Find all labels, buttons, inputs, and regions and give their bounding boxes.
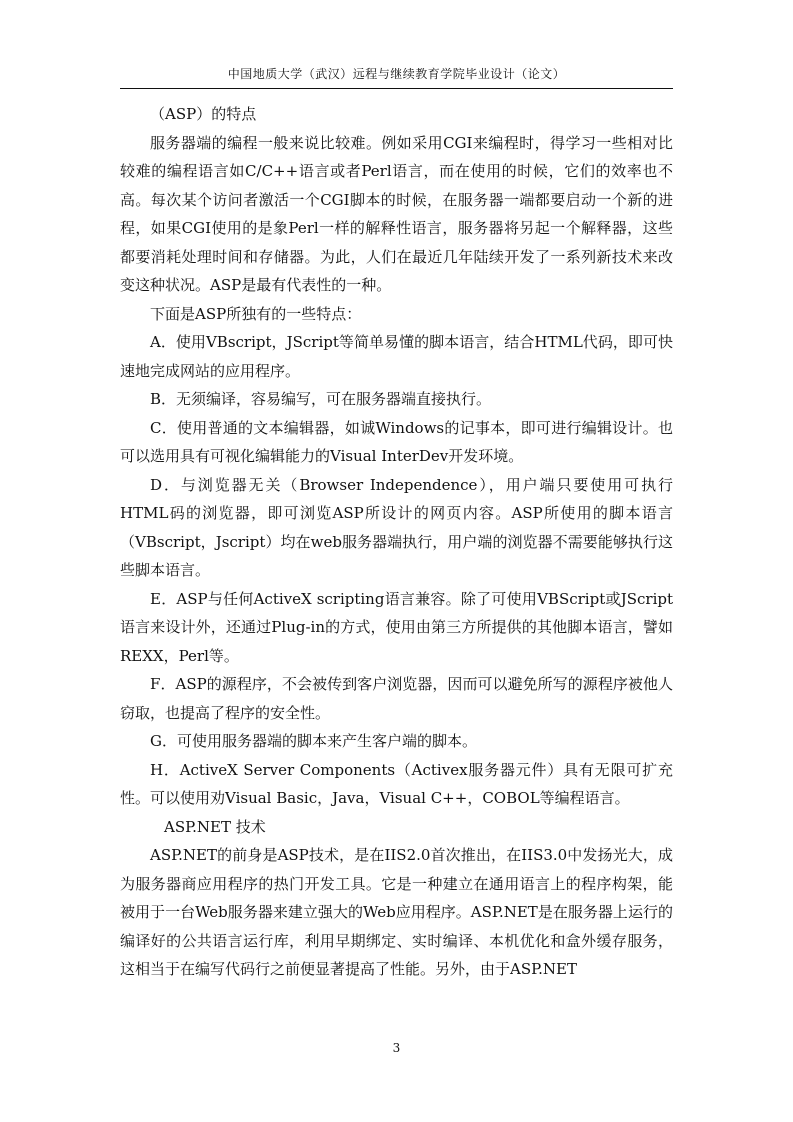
- feature-item-g: G．可使用服务器端的脚本来产生客户端的脚本。: [150, 732, 477, 750]
- section-heading-asp-features: （ASP）的特点: [150, 105, 257, 123]
- paragraph-features-intro: 下面是ASP所独有的一些特点：: [150, 304, 362, 323]
- feature-item-f: F．ASP的源程序，不会被传到客户浏览器，因而可以避免所写的源程序被他人窃取，也提高了程序的安全性。: [120, 675, 673, 722]
- page-header: 中国地质大学（武汉）远程与继续教育学院毕业设计（论文）: [227, 67, 566, 81]
- paragraph-server-programming: 服务器端的编程一般来说比较难。例如采用CGI来编程时，得学习一些相对比较难的编程语言如C/C++语言或者Perl语言，而在使用的时候，它们的效率也不高。每次某个访问者激活一个CGI脚本的时候，在服务器一端都要启动一个新的进程，如果CGI使用的是象Perl一样的解释性语言，服务器将另起一个解释器，这些都要消耗处理时间和存储器。为此，人们在最近几年陆续开发了一系列新技术来改变这种状况。ASP是最有代表性的一种。: [120, 133, 673, 294]
- document-body: [120, 100, 673, 984]
- feature-item-a: A．使用VBscript，JScript等简单易懂的脚本语言，结合HTML代码，即可快速地完成网站的应用程序。: [120, 333, 673, 380]
- feature-item-b: B．无须编译，容易编写，可在服务器端直接执行。: [150, 390, 492, 408]
- paragraph-aspnet: ASP.NET的前身是ASP技术，是在IIS2.0首次推出，在IIS3.0中发扬光大，成为服务器商应用程序的热门开发工具。它是一种建立在通用语言上的程序构架，能被用于一台Web服务器来建立强大的Web应用程序。ASP.NET是在服务器上运行的编译好的公共语言运行库，利用早期绑定、实时编译、本机优化和盒外缓存服务，这相当于在编写代码行之前便显著提高了性能。另外，由于ASP.NET: [120, 846, 673, 978]
- feature-item-h: H．ActiveX Server Components（Activex服务器元件）具有无限可扩充性。可以使用劝Visual Basic，Java，Visual C++，COBOL等编程语言。: [120, 760, 673, 807]
- feature-item-e: E．ASP与任何ActiveX scripting语言兼容。除了可使用VBScript或JScript语言来设计外，还通过Plug-in的方式，使用由第三方所提供的其他脚本语言，譬如REXX，Perl等。: [120, 589, 673, 665]
- feature-item-d: D．与浏览器无关（Browser Independence），用户端只要使用可执行HTML码的浏览器，即可浏览ASP所设计的网页内容。ASP所使用的脚本语言（VBscript，Jscript）均在web服务器端执行，用户端的浏览器不需要能够执行这些脚本语言。: [120, 475, 673, 579]
- feature-item-c: C．使用普通的文本编辑器，如诚Windows的记事本，即可进行编辑设计。也可以选用具有可视化编辑能力的Visual InterDev开发环境。: [120, 418, 673, 465]
- page-number: 3: [392, 1041, 401, 1055]
- section-heading-aspnet: ASP.NET 技术: [164, 817, 266, 836]
- header-divider: [120, 88, 673, 89]
